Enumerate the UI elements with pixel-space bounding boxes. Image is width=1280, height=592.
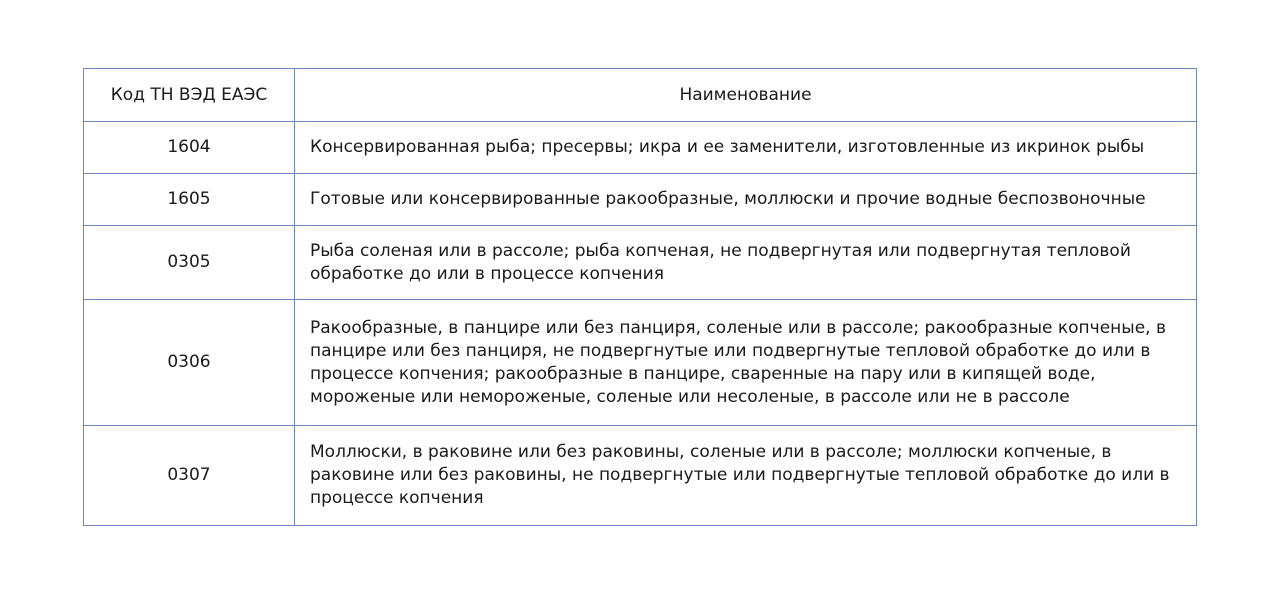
header-code: Код ТН ВЭД ЕАЭС — [84, 69, 295, 122]
row-code: 1605 — [84, 174, 295, 226]
row-name: Моллюски, в раковине или без раковины, соленые или в рассоле; моллюски копченые, в раковине или без раковины, не подвергнутые или подвергнутые тепловой обработке до или в процессе копчения — [295, 426, 1197, 526]
row-name: Рыба соленая или в рассоле; рыба копченая, не подвергнутая или подвергнутая тепловой обработке до или в процессе копчения — [295, 226, 1197, 300]
table-row — [84, 174, 1197, 226]
row-code: 1604 — [84, 122, 295, 174]
row-code: 0305 — [84, 226, 295, 300]
table-row — [84, 300, 1197, 426]
row-name: Готовые или консервированные ракообразные, моллюски и прочие водные беспозвоночные — [295, 174, 1197, 226]
table-row — [84, 426, 1197, 526]
table-row — [84, 122, 1197, 174]
row-name: Ракообразные, в панцире или без панциря, соленые или в рассоле; ракообразные копченые, в панцире или без панциря, не подвергнутые или подвергнутые тепловой обработке до или в процессе копчения; ракообразные в панцире, сваренные на пару или в кипящей воде, мороженые или немороженые, соленые или несоленые, в рассоле или не в рассоле — [295, 300, 1197, 426]
row-name: Консервированная рыба; пресервы; икра и ее заменители, изготовленные из икринок рыбы — [295, 122, 1197, 174]
table-row — [84, 226, 1197, 300]
table-header — [84, 69, 1197, 122]
table-header-row — [84, 69, 1197, 122]
row-code: 0307 — [84, 426, 295, 526]
row-code: 0306 — [84, 300, 295, 426]
header-name: Наименование — [295, 69, 1197, 122]
tnved-code-table — [83, 68, 1197, 526]
table-body — [84, 122, 1197, 526]
